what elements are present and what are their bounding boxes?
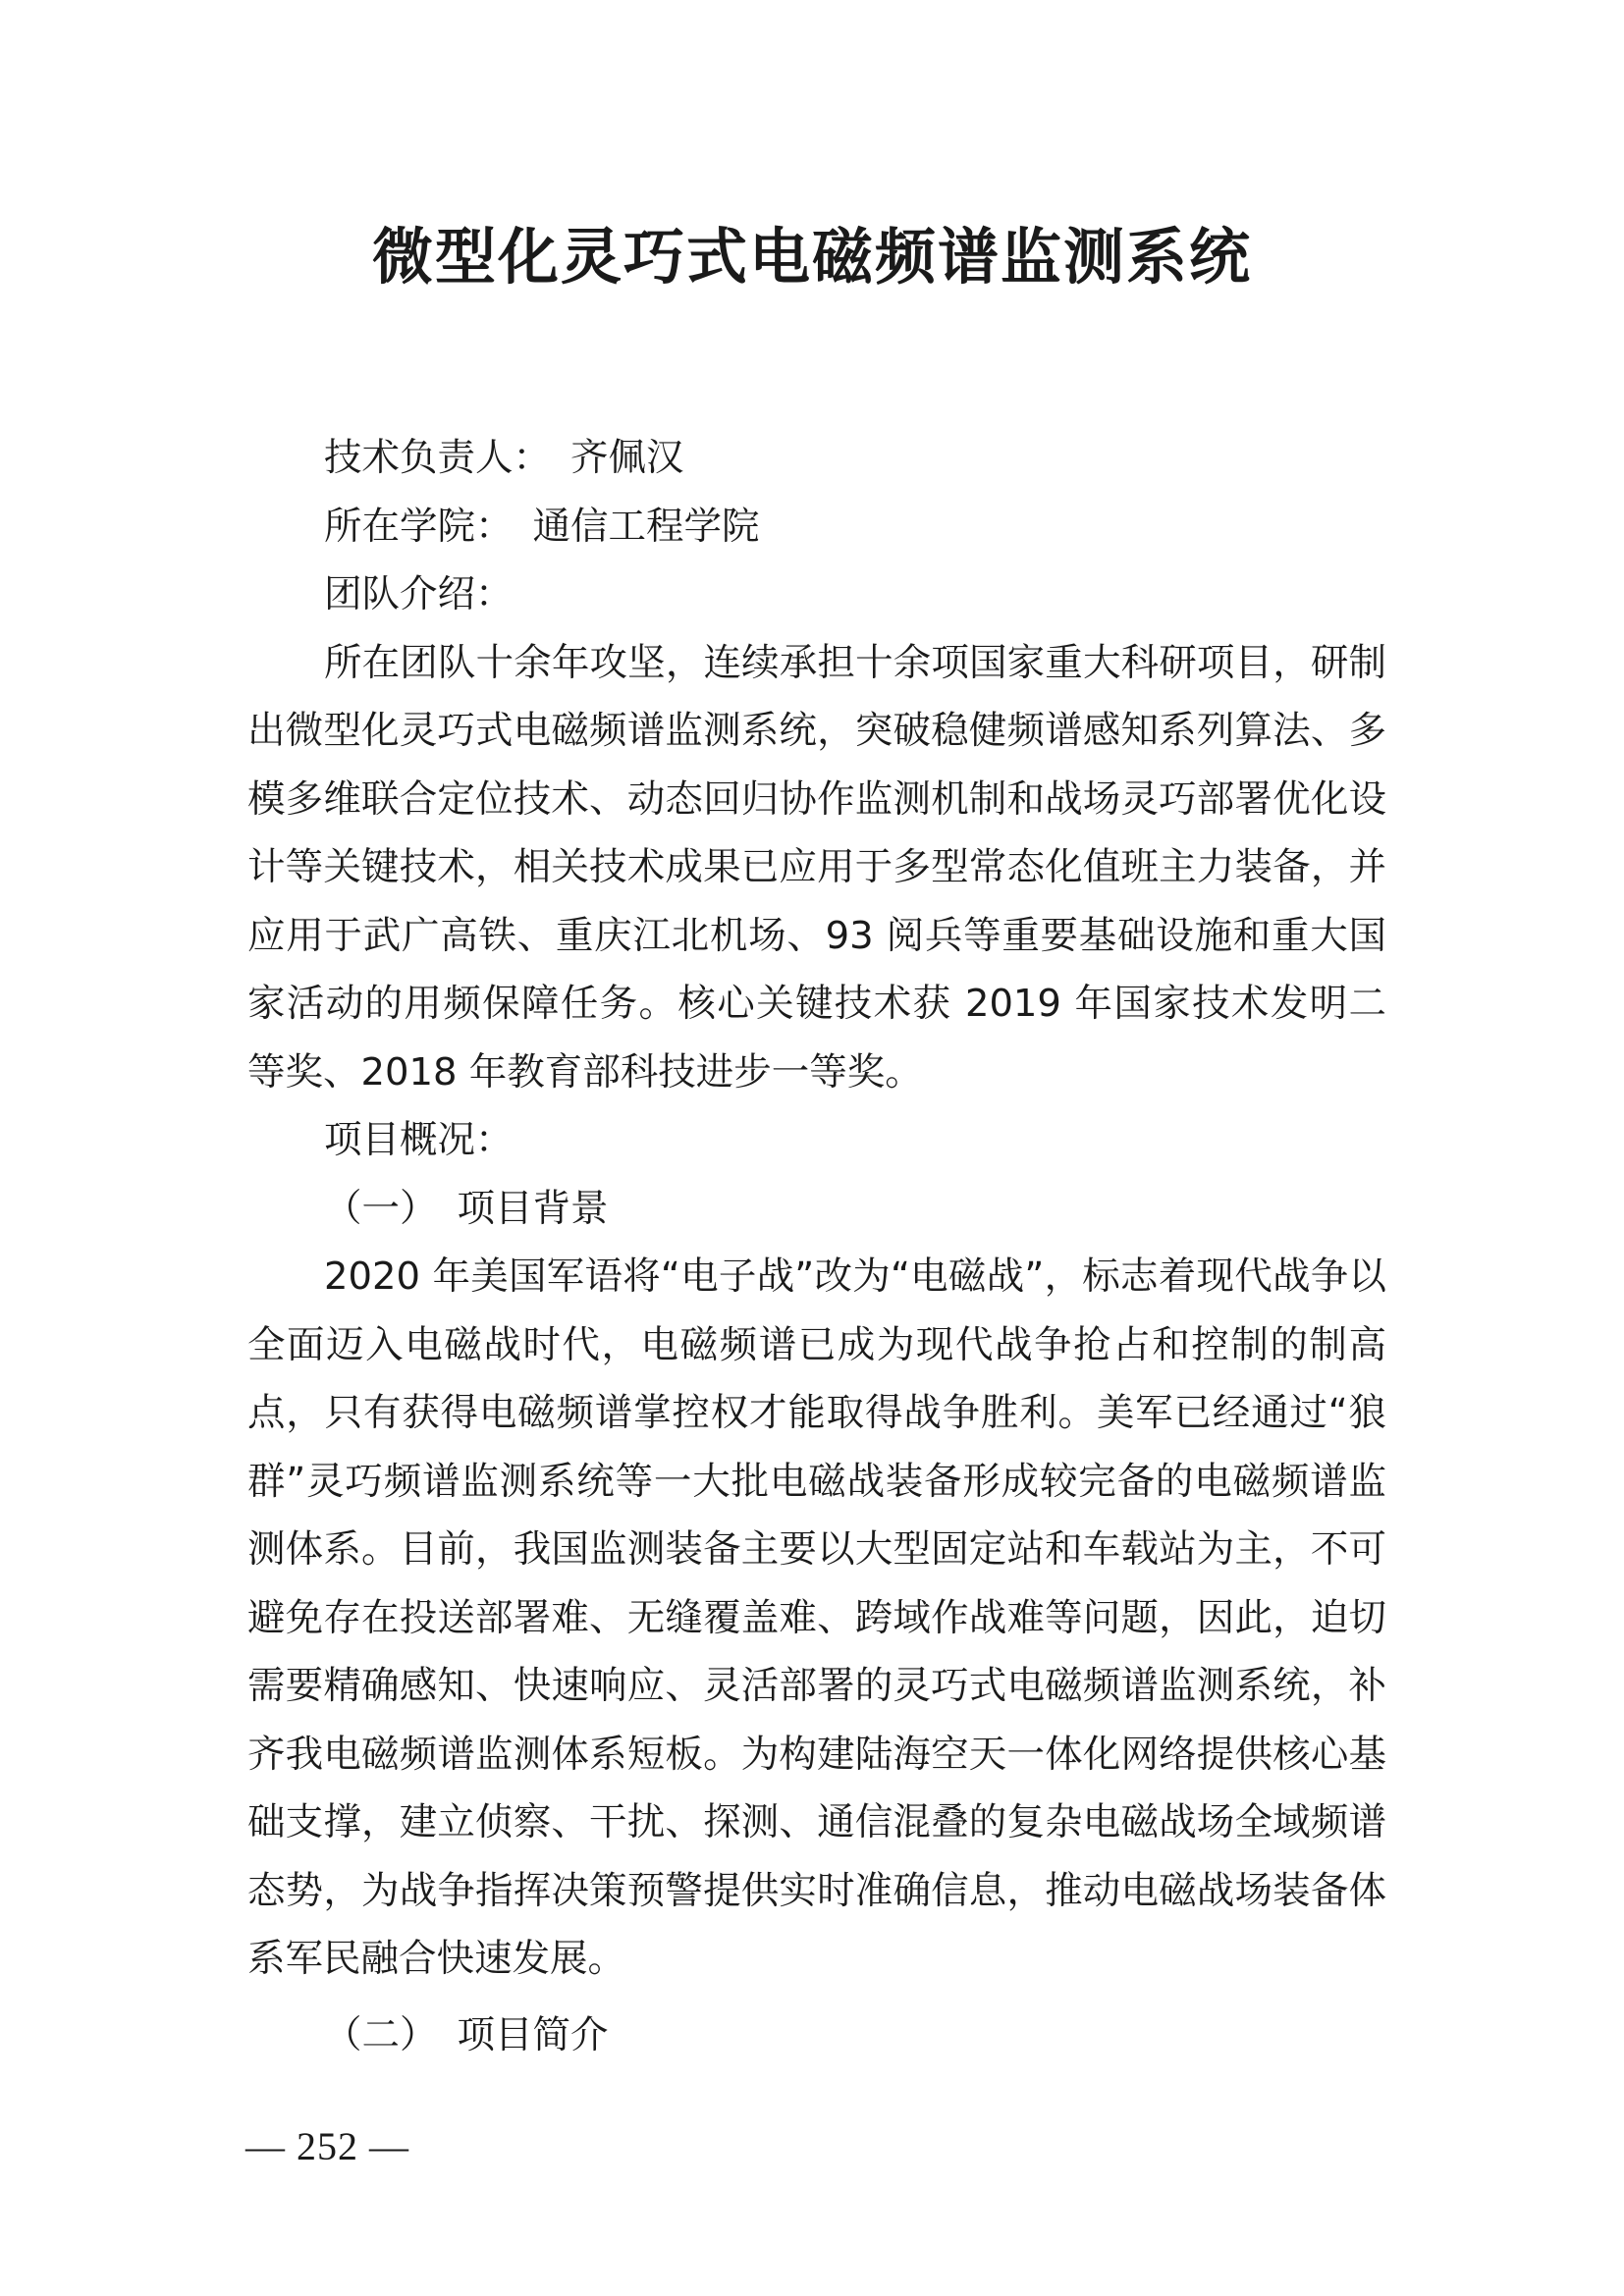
college-field	[247, 493, 1386, 561]
section-heading-introduction	[247, 2002, 1386, 2070]
document-body	[247, 424, 1386, 2069]
document-title: 微型化灵巧式电磁频谱监测系统	[371, 221, 1252, 293]
section-number: （二）	[324, 2012, 438, 2057]
section-title: 项目背景	[457, 1186, 609, 1231]
tech-lead-value: 齐佩汉	[570, 436, 684, 480]
team-intro-paragraph: 所在团队十余年攻坚，连续承担十余项国家重大科研项目，研制出微型化灵巧式电磁频谱监测系统，突破稳健频谱感知系列算法、多模多维联合定位技术、动态回归协作监测机制和战场灵巧部署优化设计等关键技术，相关技术成果已应用于多型常态化值班主力装备，并应用于武广高铁、重庆江北机场、93 阅兵等重要基础设施和重大国家活动的用频保障任务。核心关键技术获 2019 年国家技术发明二等奖、2018 年教育部科技进步一等奖。	[247, 640, 1386, 1095]
background-paragraph: 2020 年美国军语将“电子战”改为“电磁战”，标志着现代战争以全面迈入电磁战时代，电磁频谱已成为现代战争抢占和控制的制高点，只有获得电磁频谱掌控权才能取得战争胜利。美军已经通过“狼群”灵巧频谱监测系统等一大批电磁战装备形成较完备的电磁频谱监测体系。目前，我国监测装备主要以大型固定站和车载站为主，不可避免存在投送部署难、无缝覆盖难、跨域作战难等问题，因此，迫切需要精确感知、快速响应、灵活部署的灵巧式电磁频谱监测系统，补齐我电磁频谱监测体系短板。为构建陆海空天一体化网络提供核心基础支撑，建立侦察、干扰、探测、通信混叠的复杂电磁战场全域频谱态势，为战争指挥决策预警提供实时准确信息，推动电磁战场装备体系军民融合快速发展。	[247, 1255, 1386, 1981]
page-number: — 252 —	[245, 2124, 409, 2168]
college-value: 通信工程学院	[532, 504, 760, 549]
section-title: 项目简介	[457, 2012, 609, 2057]
college-label: 所在学院：	[324, 504, 514, 549]
tech-lead-label: 技术负责人：	[324, 436, 552, 480]
section-heading-background	[247, 1175, 1386, 1244]
project-overview-label: 项目概况：	[324, 1118, 514, 1162]
team-intro-label: 团队介绍：	[324, 572, 514, 616]
tech-lead-field	[247, 424, 1386, 493]
section-number: （一）	[324, 1186, 438, 1231]
